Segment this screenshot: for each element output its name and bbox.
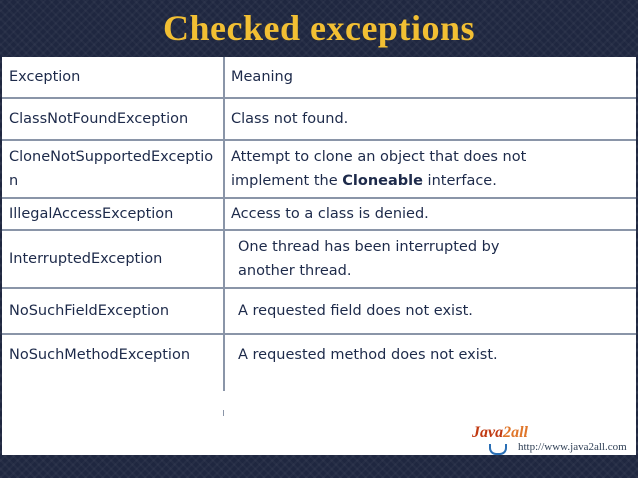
- meaning-text-bold: Cloneable: [342, 173, 423, 189]
- header-exception: Exception: [9, 69, 81, 85]
- meaning-text: One thread has been interrupted by another thread.: [238, 239, 500, 279]
- table-row: [2, 289, 636, 335]
- exception-name: [9, 141, 221, 197]
- exception-name: ClassNotFoundException: [9, 111, 189, 127]
- exception-name: InterruptedException: [9, 251, 163, 267]
- meaning-text-pre: Attempt to clone an object that does not implement the: [231, 149, 527, 189]
- exception-name-text: CloneNotSupportedException: [9, 149, 214, 189]
- table-row: [2, 231, 636, 289]
- exception-meaning: [238, 231, 628, 287]
- divider-tick: [223, 410, 224, 416]
- exception-meaning: [231, 141, 631, 197]
- exception-name: IllegalAccessException: [9, 206, 174, 222]
- logo-suffix-text: 2all: [503, 424, 528, 441]
- exception-name: NoSuchMethodException: [9, 347, 191, 363]
- meaning-text-post: interface.: [422, 173, 497, 189]
- table-header-row: [2, 57, 636, 99]
- exception-meaning: Access to a class is denied.: [231, 206, 429, 222]
- site-url: http://www.java2all.com: [518, 441, 627, 453]
- table-row: [2, 199, 636, 231]
- exception-meaning: Class not found.: [231, 111, 349, 127]
- slide-title: Checked exceptions: [163, 8, 475, 48]
- exceptions-table: [2, 57, 636, 455]
- table-row: [2, 141, 636, 199]
- table-row: [2, 99, 636, 141]
- header-meaning: Meaning: [231, 69, 293, 85]
- exception-meaning: A requested method does not exist.: [238, 347, 498, 363]
- exception-meaning: A requested field does not exist.: [238, 303, 473, 319]
- exception-name: NoSuchFieldException: [9, 303, 170, 319]
- java2all-logo: [472, 424, 528, 442]
- coffee-cup-icon: [489, 444, 507, 455]
- logo-java-text: Java: [472, 424, 504, 441]
- table-row: [2, 335, 636, 375]
